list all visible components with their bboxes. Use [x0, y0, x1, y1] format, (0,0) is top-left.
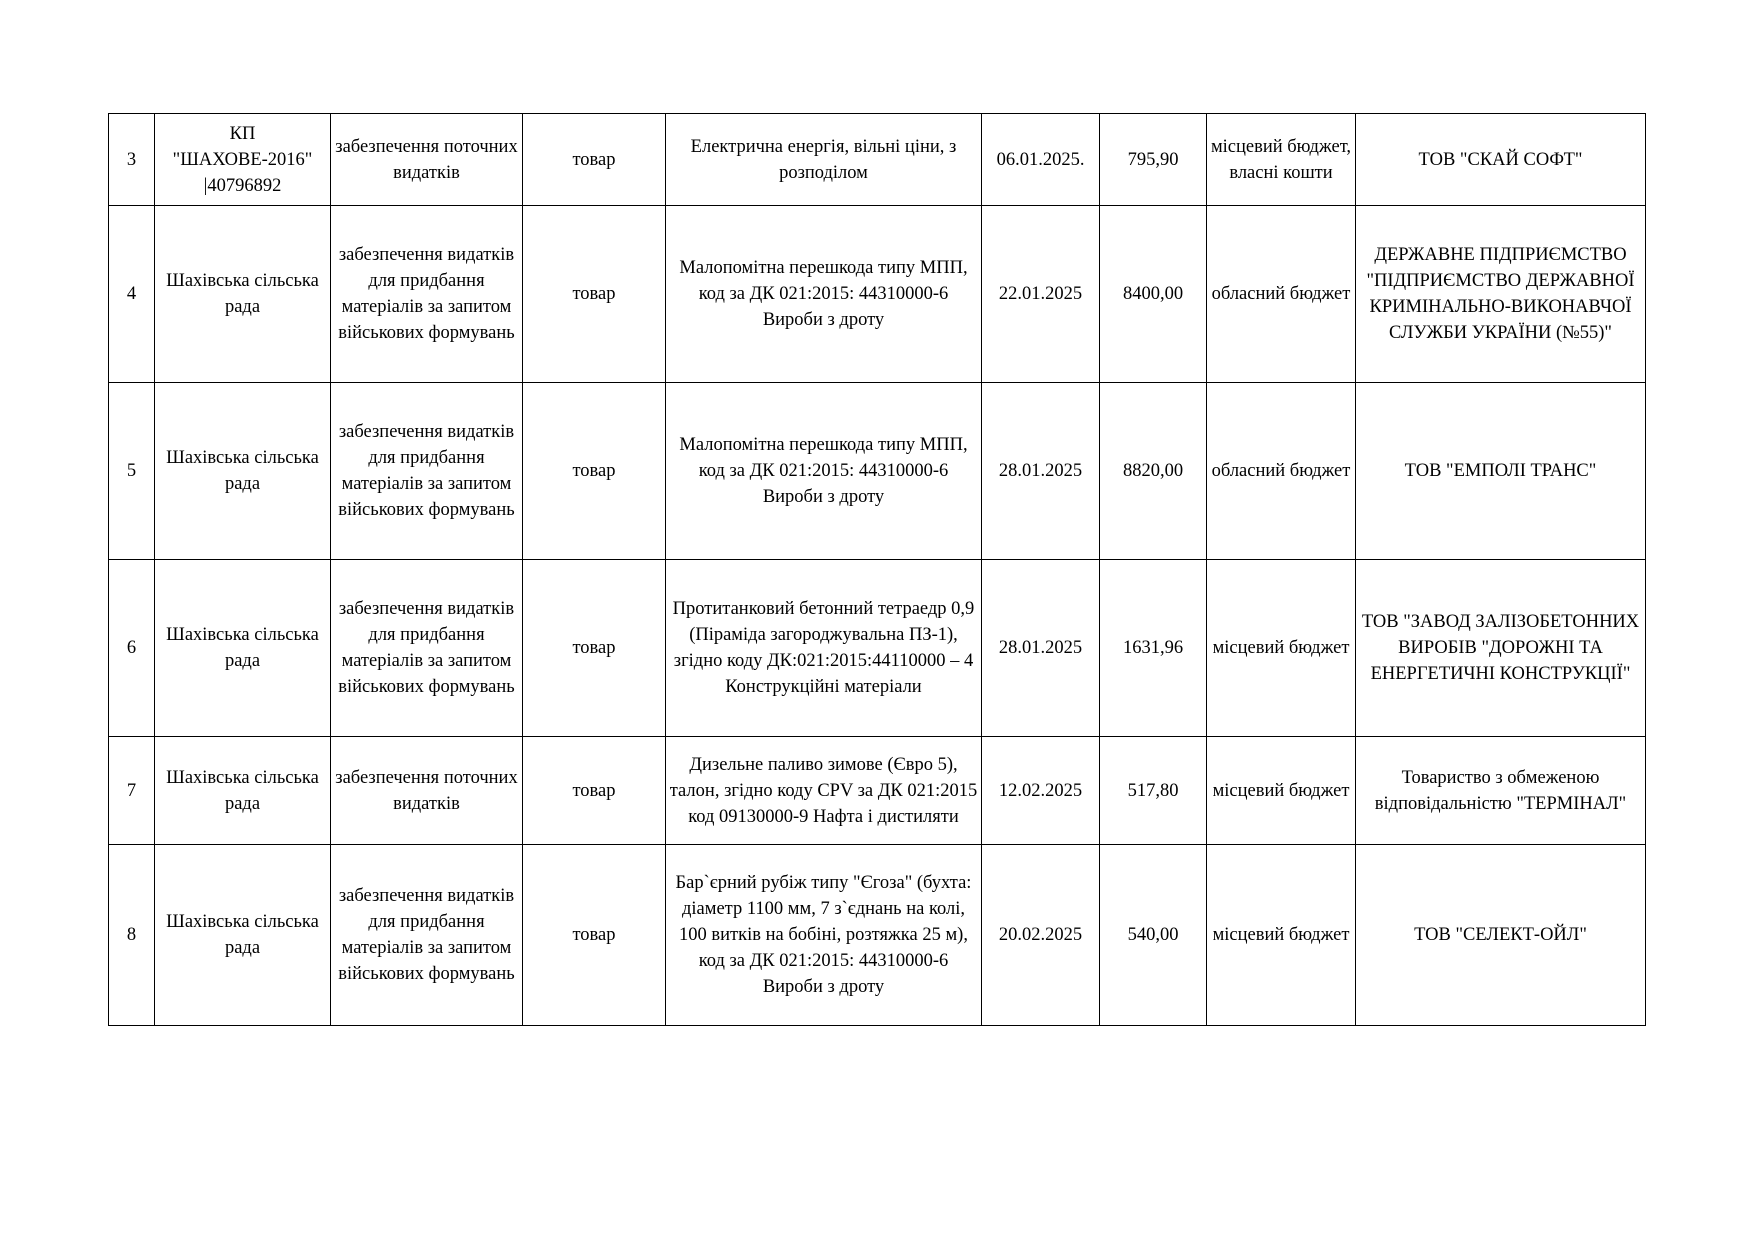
table-row — [109, 114, 1646, 206]
subject-cell: Малопомітна перешкода типу МПП, код за ДК 021:2015: 44310000-6 Вироби з дроту — [666, 206, 982, 383]
procurement-table — [108, 113, 1646, 1026]
purpose-cell: забезпечення видатків для придбання матеріалів за запитом військових формувань — [331, 845, 523, 1026]
date-cell: 20.02.2025 — [982, 845, 1100, 1026]
amount-cell: 8820,00 — [1100, 383, 1207, 560]
subject-cell: Електрична енергія, вільні ціни, з розподілом — [666, 114, 982, 206]
type-cell: товар — [523, 737, 666, 845]
row-number: 5 — [109, 383, 155, 560]
date-cell: 28.01.2025 — [982, 383, 1100, 560]
supplier-cell: ДЕРЖАВНЕ ПІДПРИЄМСТВО "ПІДПРИЄМСТВО ДЕРЖАВНОЇ КРИМІНАЛЬНО-ВИКОНАВЧОЇ СЛУЖБИ УКРАЇНИ (№55)" — [1356, 206, 1646, 383]
table-row — [109, 383, 1646, 560]
funding-cell: місцевий бюджет — [1207, 845, 1356, 1026]
table-row — [109, 845, 1646, 1026]
table-row — [109, 560, 1646, 737]
amount-cell: 8400,00 — [1100, 206, 1207, 383]
amount-cell: 540,00 — [1100, 845, 1207, 1026]
supplier-cell: ТОВ "ЕМПОЛІ ТРАНС" — [1356, 383, 1646, 560]
amount-cell: 1631,96 — [1100, 560, 1207, 737]
purpose-cell: забезпечення поточних видатків — [331, 737, 523, 845]
type-cell: товар — [523, 560, 666, 737]
date-cell: 28.01.2025 — [982, 560, 1100, 737]
purpose-cell: забезпечення видатків для придбання матеріалів за запитом військових формувань — [331, 383, 523, 560]
type-cell: товар — [523, 114, 666, 206]
subject-cell: Дизельне паливо зимове (Євро 5), талон, згідно коду CPV за ДК 021:2015 код 09130000-9 Нафта і дистиляти — [666, 737, 982, 845]
subject-cell: Бар`єрний рубіж типу "Єгоза" (бухта: діаметр 1100 мм, 7 з`єднань на колі, 100 витків на бобіні, розтяжка 25 м), код за ДК 021:2015: 44310000-6 Вироби з дроту — [666, 845, 982, 1026]
purpose-cell: забезпечення видатків для придбання матеріалів за запитом військових формувань — [331, 206, 523, 383]
date-cell: 12.02.2025 — [982, 737, 1100, 845]
row-number: 4 — [109, 206, 155, 383]
customer-cell: Шахівська сільська рада — [155, 560, 331, 737]
date-cell: 22.01.2025 — [982, 206, 1100, 383]
row-number: 8 — [109, 845, 155, 1026]
customer-cell: Шахівська сільська рада — [155, 383, 331, 560]
supplier-cell: Товариство з обмеженою відповідальністю "ТЕРМІНАЛ" — [1356, 737, 1646, 845]
subject-cell: Протитанковий бетонний тетраедр 0,9 (Піраміда загороджувальна ПЗ-1), згідно коду ДК:021:2015:44110000 – 4 Конструкційні матеріали — [666, 560, 982, 737]
funding-cell: обласний бюджет — [1207, 383, 1356, 560]
subject-cell: Малопомітна перешкода типу МПП, код за ДК 021:2015: 44310000-6 Вироби з дроту — [666, 383, 982, 560]
funding-cell: обласний бюджет — [1207, 206, 1356, 383]
table-row — [109, 206, 1646, 383]
purpose-cell: забезпечення поточних видатків — [331, 114, 523, 206]
customer-cell: КП "ШАХОВЕ-2016" |40796892 — [155, 114, 331, 206]
table-row — [109, 737, 1646, 845]
date-cell: 06.01.2025. — [982, 114, 1100, 206]
supplier-cell: ТОВ "СЕЛЕКТ-ОЙЛ" — [1356, 845, 1646, 1026]
purpose-cell: забезпечення видатків для придбання матеріалів за запитом військових формувань — [331, 560, 523, 737]
row-number: 3 — [109, 114, 155, 206]
amount-cell: 517,80 — [1100, 737, 1207, 845]
funding-cell: місцевий бюджет — [1207, 560, 1356, 737]
type-cell: товар — [523, 845, 666, 1026]
amount-cell: 795,90 — [1100, 114, 1207, 206]
funding-cell: місцевий бюджет, власні кошти — [1207, 114, 1356, 206]
customer-cell: Шахівська сільська рада — [155, 737, 331, 845]
type-cell: товар — [523, 206, 666, 383]
type-cell: товар — [523, 383, 666, 560]
funding-cell: місцевий бюджет — [1207, 737, 1356, 845]
row-number: 6 — [109, 560, 155, 737]
customer-cell: Шахівська сільська рада — [155, 206, 331, 383]
row-number: 7 — [109, 737, 155, 845]
supplier-cell: ТОВ "СКАЙ СОФТ" — [1356, 114, 1646, 206]
customer-cell: Шахівська сільська рада — [155, 845, 331, 1026]
supplier-cell: ТОВ "ЗАВОД ЗАЛІЗОБЕТОННИХ ВИРОБІВ "ДОРОЖНІ ТА ЕНЕРГЕТИЧНІ КОНСТРУКЦІЇ" — [1356, 560, 1646, 737]
